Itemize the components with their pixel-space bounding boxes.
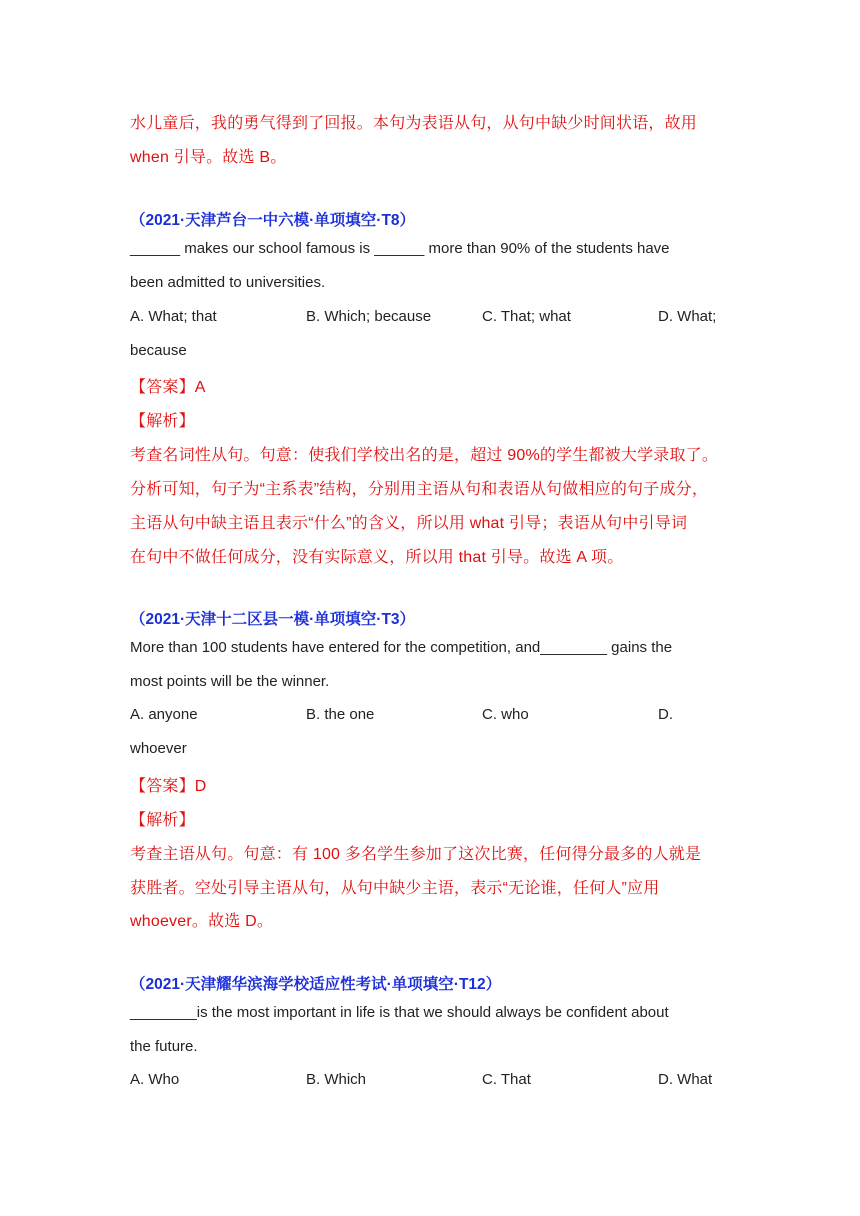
option-a: A. What; that xyxy=(130,308,217,325)
analysis-label: 【解析】 xyxy=(130,812,195,829)
option-d: D. What; xyxy=(658,308,717,325)
option-c: C. who xyxy=(482,706,529,723)
question-header: （2021·天津耀华滨海学校适应性考试·单项填空·T12） xyxy=(130,976,502,993)
analysis-line: 在句中不做任何成分，没有实际意义，所以用 that 引导。故选 A 项。 xyxy=(130,549,624,566)
option-d: D. xyxy=(658,706,673,723)
analysis-line: 获胜者。空处引导主语从句，从句中缺少主语，表示“无论谁，任何人”应用 xyxy=(130,880,660,897)
option-b: B. the one xyxy=(306,706,375,723)
option-b: B. Which; because xyxy=(306,308,432,325)
option-b: B. Which xyxy=(306,1071,367,1088)
analysis-label: 【解析】 xyxy=(130,413,195,430)
option-c: C. That xyxy=(482,1071,531,1088)
option-a: A. anyone xyxy=(130,706,198,723)
question-stem-line-1: ________is the most important in life is that we should always be confident about xyxy=(130,1004,669,1021)
question-stem-line-1: ______ makes our school famous is ______ more than 90% of the students have xyxy=(130,240,670,257)
option-d-wrap: because xyxy=(130,342,187,359)
option-c: C. That; what xyxy=(482,308,571,325)
question-header: （2021·天津芦台一中六模·单项填空·T8） xyxy=(130,212,416,229)
analysis-line: 主语从句中缺主语且表示“什么”的含义，所以用 what 引导；表语从句中引导词 xyxy=(130,515,688,532)
answer-line: 【答案】D xyxy=(130,778,207,795)
answer-line: 【答案】A xyxy=(130,379,206,396)
question-stem-line-2: the future. xyxy=(130,1038,198,1055)
analysis-line: 考查主语从句。句意：有 100 多名学生参加了这次比赛，任何得分最多的人就是 xyxy=(130,846,702,863)
question-header: （2021·天津十二区县一模·单项填空·T3） xyxy=(130,611,416,628)
carryover-line-2: when 引导。故选 B。 xyxy=(130,149,287,166)
question-stem-line-1: More than 100 students have entered for the competition, and________ gains the xyxy=(130,639,673,656)
question-stem-line-2: been admitted to universities. xyxy=(130,274,326,291)
analysis-line: 分析可知，句子为“主系表”结构，分别用主语从句和表语从句做相应的句子成分， xyxy=(130,481,709,498)
analysis-line: whoever。故选 D。 xyxy=(130,913,274,930)
carryover-line-1: 水儿童后，我的勇气得到了回报。本句为表语从句，从句中缺少时间状语，故用 xyxy=(130,115,698,132)
option-d: D. What xyxy=(658,1071,713,1088)
option-a: A. Who xyxy=(130,1071,180,1088)
option-d-wrap: whoever xyxy=(130,740,187,757)
analysis-line: 考查名词性从句。句意：使我们学校出名的是，超过 90%的学生都被大学录取了。 xyxy=(130,447,719,464)
question-stem-line-2: most points will be the winner. xyxy=(130,673,330,690)
